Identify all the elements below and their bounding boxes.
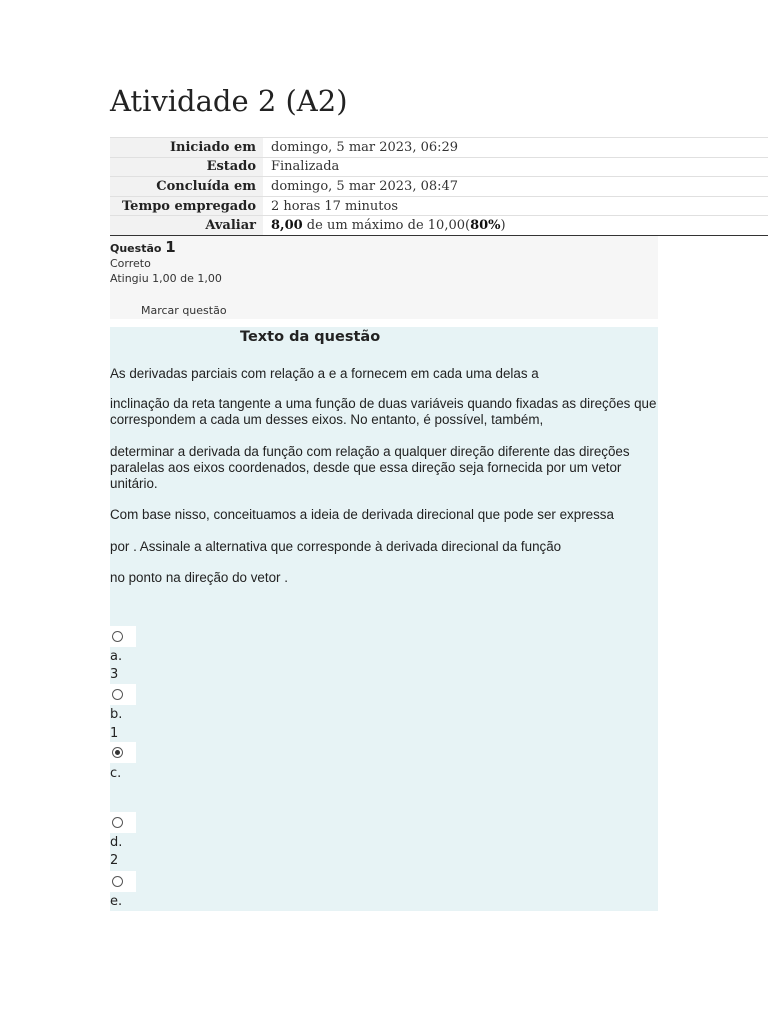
option-b-value: 1 <box>110 726 119 741</box>
option-d-radio[interactable] <box>110 812 136 833</box>
grade-middle: de um máximo de 10,00( <box>302 218 471 234</box>
question-label: Questão <box>110 242 162 255</box>
summary-value: domingo, 5 mar 2023, 08:47 <box>263 177 768 197</box>
summary-row-completed <box>110 177 768 197</box>
summary-value: 2 horas 17 minutos <box>263 196 768 216</box>
grade-percent: 80% <box>470 218 501 234</box>
option-b-radio[interactable] <box>110 684 136 705</box>
option-c-radio[interactable] <box>110 742 136 763</box>
page-title: Atividade 2 (A2) <box>110 84 348 118</box>
question-number <box>110 238 176 256</box>
summary-row-state <box>110 157 768 177</box>
option-e-radio[interactable] <box>110 871 136 892</box>
question-grade: Atingiu 1,00 de 1,00 <box>110 272 222 285</box>
question-paragraph: no ponto na direção do vetor . <box>110 570 288 585</box>
flag-question-link[interactable]: Marcar questão <box>141 304 227 317</box>
option-b-letter: b. <box>110 707 123 722</box>
option-c-letter: c. <box>110 766 122 781</box>
option-d-letter: d. <box>110 835 123 850</box>
question-paragraph: Com base nisso, conceituamos a ideia de derivada direcional que pode ser expressa <box>110 507 614 522</box>
option-e-letter: e. <box>110 894 123 909</box>
radio-icon <box>112 876 123 887</box>
summary-label: Concluída em <box>110 177 263 197</box>
summary-value: Finalizada <box>263 157 768 177</box>
question-paragraph: As derivadas parciais com relação a e a fornecem em cada uma delas a <box>110 366 539 381</box>
grade-end: ) <box>500 218 506 234</box>
radio-icon <box>112 689 123 700</box>
radio-icon <box>112 631 123 642</box>
question-text-heading: Texto da questão <box>240 329 381 345</box>
summary-label: Tempo empregado <box>110 196 263 216</box>
question-number-value: 1 <box>165 238 176 256</box>
summary-grade-value <box>263 216 768 236</box>
question-paragraph: por . Assinale a alternativa que corresponde à derivada direcional da função <box>110 539 562 554</box>
radio-checked-icon <box>112 747 123 758</box>
option-a-value: 3 <box>110 667 119 682</box>
summary-value: domingo, 5 mar 2023, 06:29 <box>263 138 768 158</box>
question-text-panel <box>110 327 658 911</box>
summary-row-grade <box>110 216 768 236</box>
option-a-letter: a. <box>110 649 123 664</box>
question-info-panel <box>110 236 658 319</box>
question-paragraph: determinar a derivada da função com relação a qualquer direção diferente das direções paralelas aos eixos coordenados, desde que essa direção seja fornecida por um vetor unitário. <box>110 444 630 491</box>
question-paragraph: inclinação da reta tangente a uma função de duas variáveis quando fixadas as direções que correspondem a cada um desses eixos. No entanto, é possível, também, <box>110 396 657 427</box>
summary-label: Iniciado em <box>110 138 263 158</box>
summary-label: Estado <box>110 157 263 177</box>
summary-label: Avaliar <box>110 216 263 236</box>
attempt-summary-table <box>110 137 768 236</box>
option-a-radio[interactable] <box>110 626 136 647</box>
summary-row-started <box>110 138 768 158</box>
option-d-value: 2 <box>110 853 119 868</box>
grade-score: 8,00 <box>271 218 303 234</box>
radio-icon <box>112 817 123 828</box>
question-state: Correto <box>110 257 151 270</box>
summary-row-time-taken <box>110 196 768 216</box>
